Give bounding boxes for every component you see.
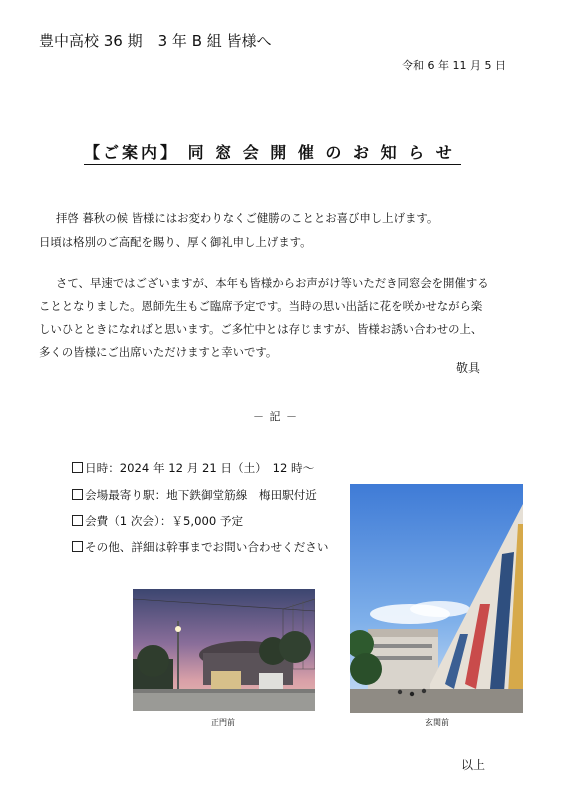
list-item bbox=[72, 513, 243, 529]
list-item bbox=[72, 539, 328, 555]
body-line: しいひとときになればと思います。ご多忙中とは存じますが、皆様お誘い合わせの上、 bbox=[39, 322, 483, 336]
greeting-line: 日頃は格別のご高配を賜り、厚く御礼申し上げます。 bbox=[39, 235, 312, 249]
ki-heading: － 記 － bbox=[253, 410, 298, 423]
item-text: 日時：2024 年 12 月 21 日（土） 12 時～ bbox=[85, 461, 315, 475]
school-gate-dusk-photo bbox=[133, 589, 315, 711]
checkbox-icon bbox=[72, 515, 83, 526]
item-text: 会場最寄り駅：地下鉄御堂筋線 梅田駅付近 bbox=[85, 488, 317, 502]
page-title: 【ご案内】 同 窓 会 開 催 の お 知 ら せ bbox=[84, 140, 461, 165]
list-item bbox=[72, 460, 314, 476]
letter-date: 令和 6 年 11 月 5 日 bbox=[402, 59, 506, 72]
photo-caption: 玄関前 bbox=[425, 718, 449, 727]
school-building-entrance-photo bbox=[350, 484, 523, 713]
list-item bbox=[72, 487, 317, 503]
closing-keigu: 敬具 bbox=[456, 361, 481, 375]
addressee: 豊中高校 36 期 3 年 B 組 皆様へ bbox=[39, 32, 272, 50]
greeting-line: 拝啓 暮秋の候 皆様にはお変わりなくご健勝のこととお喜び申し上げます。 bbox=[56, 211, 439, 225]
body-line: こととなりました。恩師先生もご臨席予定です。当時の思い出話に花を咲かせながら楽 bbox=[39, 299, 483, 313]
checkbox-icon bbox=[72, 541, 83, 552]
checkbox-icon bbox=[72, 489, 83, 500]
body-line: 多くの皆様にご出席いただけますと幸いです。 bbox=[39, 345, 278, 359]
item-text: その他、詳細は幹事までお問い合わせください bbox=[85, 540, 329, 554]
body-line: さて、早速ではございますが、本年も皆様からお声がけ等いただき同窓会を開催する bbox=[56, 276, 489, 290]
photo-caption: 正門前 bbox=[211, 718, 235, 727]
closing-ijou: 以上 bbox=[461, 758, 486, 772]
item-text: 会費（1 次会）：￥5,000 予定 bbox=[85, 514, 244, 528]
checkbox-icon bbox=[72, 462, 83, 473]
